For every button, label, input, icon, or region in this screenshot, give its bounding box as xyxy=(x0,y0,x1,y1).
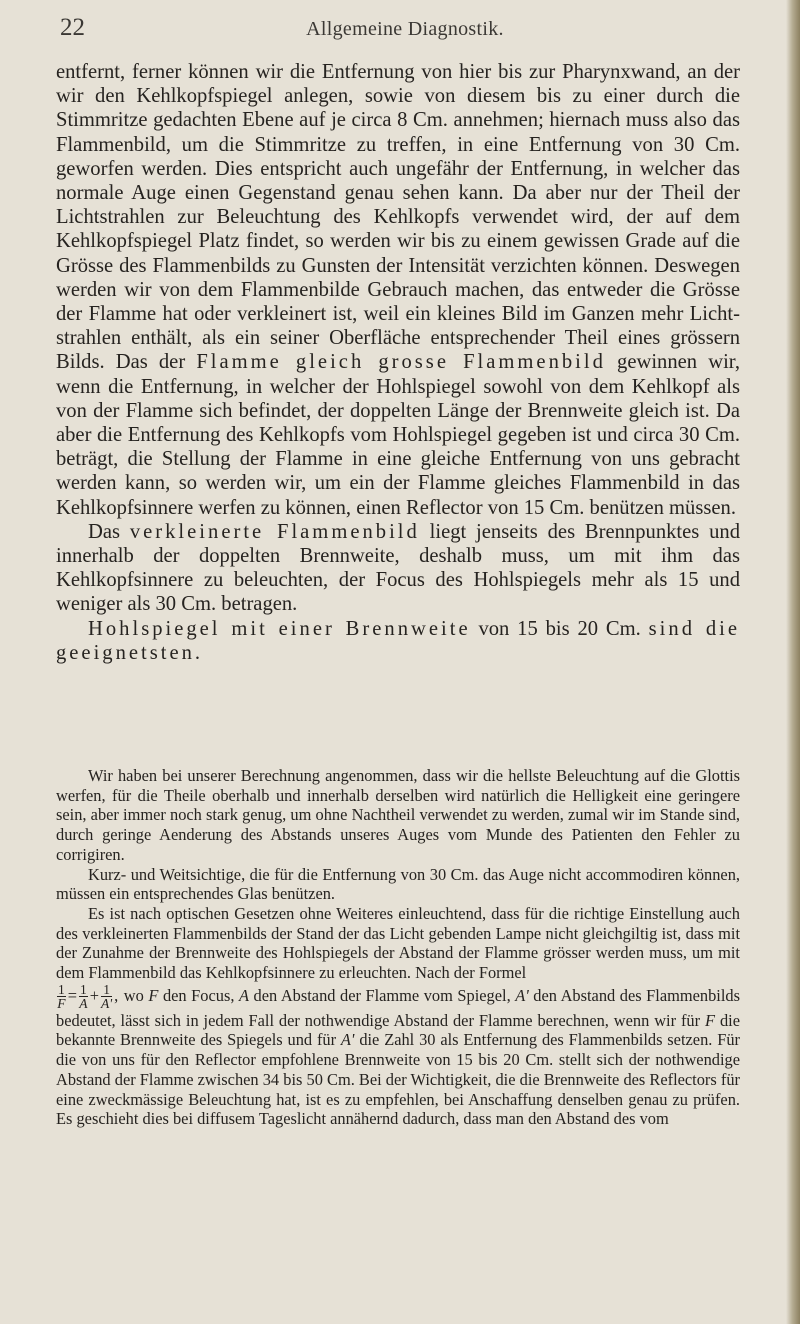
formula-term-1 xyxy=(79,983,88,1011)
formula-term-2-num: 1 xyxy=(101,983,112,998)
note-1: Wir haben bei unserer Berechnung angenommen, dass wir die hellste Beleuchtung auf die Glottis werfen, für die Theile oberhalb und innerhalb derselben wird natürlich die Helligkeit eine geringere sein, aber immer noch stark genug, um ohne Nachtheil verwendet zu werden, zumal wir im Stande sind, durch geringe Aenderung des Abstands unseres Auges vom Munde des Patienten den Fehler zu corrigiren. xyxy=(56,766,740,864)
page-edge-shadow xyxy=(786,0,800,1324)
note-3: Es ist nach optischen Gesetzen ohne Weiteres einleuchtend, dass für die richtige Einstellung auch des verkleinerten Flammenbilds der Stand der das Licht gebenden Lampe nicht gleichgiltig ist, dass mit der Zunahme der Brennweite des Hohlspiegels der Abstand der Flamme grösser werden muss, um mit dem Flammenbild das Kehlkopfsinnere zu erleuchten. Nach der Formel xyxy=(56,903,740,983)
note-4-part-f: die Zahl 30 als Entfernung des Flammenbilds setzen. Für die von uns für den Reflector empfohlene Brennweite von 15 bis 20 Cm. stellt sich der nothwendige Abstand der Flamme zwischen 34 bis 50 Cm. Bei der Wichtigkeit, die die Brennweite des Reflectors für eine zweckmässige Beleuchtung hat, ist es zu empfehlen, bei Anschaffung denselben genau zu prüfen. Es geschieht dies bei diffusem Tageslicht annähernd dadurch, dass man den Abstand des vom xyxy=(56,1030,740,1129)
note-4-part-e: die bekannte Brennweite des Spiegels und für xyxy=(56,1010,740,1050)
paragraph-1-part-a: entfernt, ferner können wir die Entfernung von hier bis zur Pharynxwand, an der wir den Kehlkopfspiegel anlegen, sowie von diesem bis zu einer durch die Stimmritze gedachten Ebene auf je circa 8 Cm. annehmen; hiernach muss also das Flammenbild, um die Stimmritze zu treffen, in eine Entfernung von 30 Cm. geworfen werden. Dies entspricht auch ungefähr der Entfernung, in welcher das normale Auge einen Gegenstand genau sehen kann. Da aber nur der Theil der Lichtstrahlen zur Beleuchtung des Kehlkopfs verwendet wird, der auf dem Kehlkopfspiegel Platz findet, so werden wir bis zu einem gewissen Grade auf die Grösse des Flammenbilds zu Gunsten der Intensität verzichten können. Deswegen werden wir von dem Flammenbilde Gebrauch machen, das entweder die Grösse der Flamme hat oder verkleinert ist, weil ein kleines Bild im Ganzen mehr Lichtstrahlen enthält, als ein seiner Oberfläche entsprechender Theil eines grössern Bilds. Das der xyxy=(56,61,740,374)
note-4-part-b: den Focus, xyxy=(162,985,235,1005)
formula-lhs-num: 1 xyxy=(58,981,65,997)
formula-lhs-den: F xyxy=(57,996,66,1012)
formula-term-1-num: 1 xyxy=(80,981,87,997)
symbol-A-prime-2: A' xyxy=(340,1030,355,1050)
paragraph-3-mid: von 15 bis 20 Cm. xyxy=(478,617,641,640)
paragraph-2-part-a: Das xyxy=(88,520,121,543)
symbol-A: A xyxy=(238,985,249,1005)
note-4-part-c: den Abstand der Flamme vom Spiegel, xyxy=(253,985,511,1005)
symbol-F-2: F xyxy=(705,1010,716,1030)
spaced-phrase-gleich-grosse: Flamme gleich grosse Flammenbild xyxy=(196,351,606,374)
formula-term-2 xyxy=(101,983,112,1011)
formula-term-1-den: A xyxy=(79,996,88,1012)
lens-formula xyxy=(56,983,119,1011)
spaced-phrase-verkleinerte: verkleinerte Flammenbild xyxy=(129,520,420,543)
page-number: 22 xyxy=(60,14,85,41)
paragraph-1-part-b: gewinnen wir, wenn die Entfernung, in welcher der Hohlspiegel sowohl von dem Kehlkopf als von der Flamme sich befindet, der doppelten Länge der Brennweite gleich ist. Da aber die Entfernung des Kehlkopfs vom Hohlspiegel gegeben ist und circa 30 Cm. beträgt, die Stellung der Flamme in eine gleiche Entfernung von uns gebracht werden kann, so werden wir, um ein der Flamme gleiches Flammenbild in das Kehlkopfsinnere werfen zu können, einen Reflector von 15 Cm. benützen müssen. xyxy=(56,351,740,519)
symbol-F: F xyxy=(148,985,159,1005)
formula-plus: + xyxy=(89,985,99,1005)
note-4-part-a: wo xyxy=(123,985,144,1005)
note-4 xyxy=(56,983,740,1129)
notes-section xyxy=(56,766,740,1129)
formula-comma: , xyxy=(114,985,119,1005)
spaced-phrase-hohlspiegel: Hohlspiegel mit einer Brennweite xyxy=(88,617,471,640)
formula-lhs xyxy=(57,983,66,1011)
note-4-part-d: den Abstand des Flammenbilds bedeutet, lässt sich in jedem Fall der nothwendige Abstand der Flamme berechnen, wenn wir für xyxy=(56,985,740,1030)
main-text xyxy=(56,60,740,665)
paragraph-1 xyxy=(56,60,740,520)
paragraph-2 xyxy=(56,520,740,617)
running-title: Allgemeine Diagnostik. xyxy=(306,18,504,40)
formula-equals: = xyxy=(67,985,77,1005)
page-header xyxy=(60,14,750,46)
symbol-A-prime: A' xyxy=(515,985,529,1005)
formula-term-2-den: A' xyxy=(101,996,113,1012)
note-2: Kurz- und Weitsichtige, die für die Entfernung von 30 Cm. das Auge nicht accommodiren können, müssen ein entsprechendes Glas benützen. xyxy=(56,864,740,904)
spaced-phrase-geeignetsten: sind die geeignetsten. xyxy=(56,617,741,664)
paragraph-3 xyxy=(56,617,740,665)
paragraph-2-part-b: liegt jenseits des Brennpunktes und innerhalb der doppelten Brennweite, deshalb muss, um mit ihm das Kehlkopfsinnere zu beleuchten, der Focus des Hohlspiegels mehr als 15 und weniger als 30 Cm. betragen. xyxy=(56,520,740,616)
